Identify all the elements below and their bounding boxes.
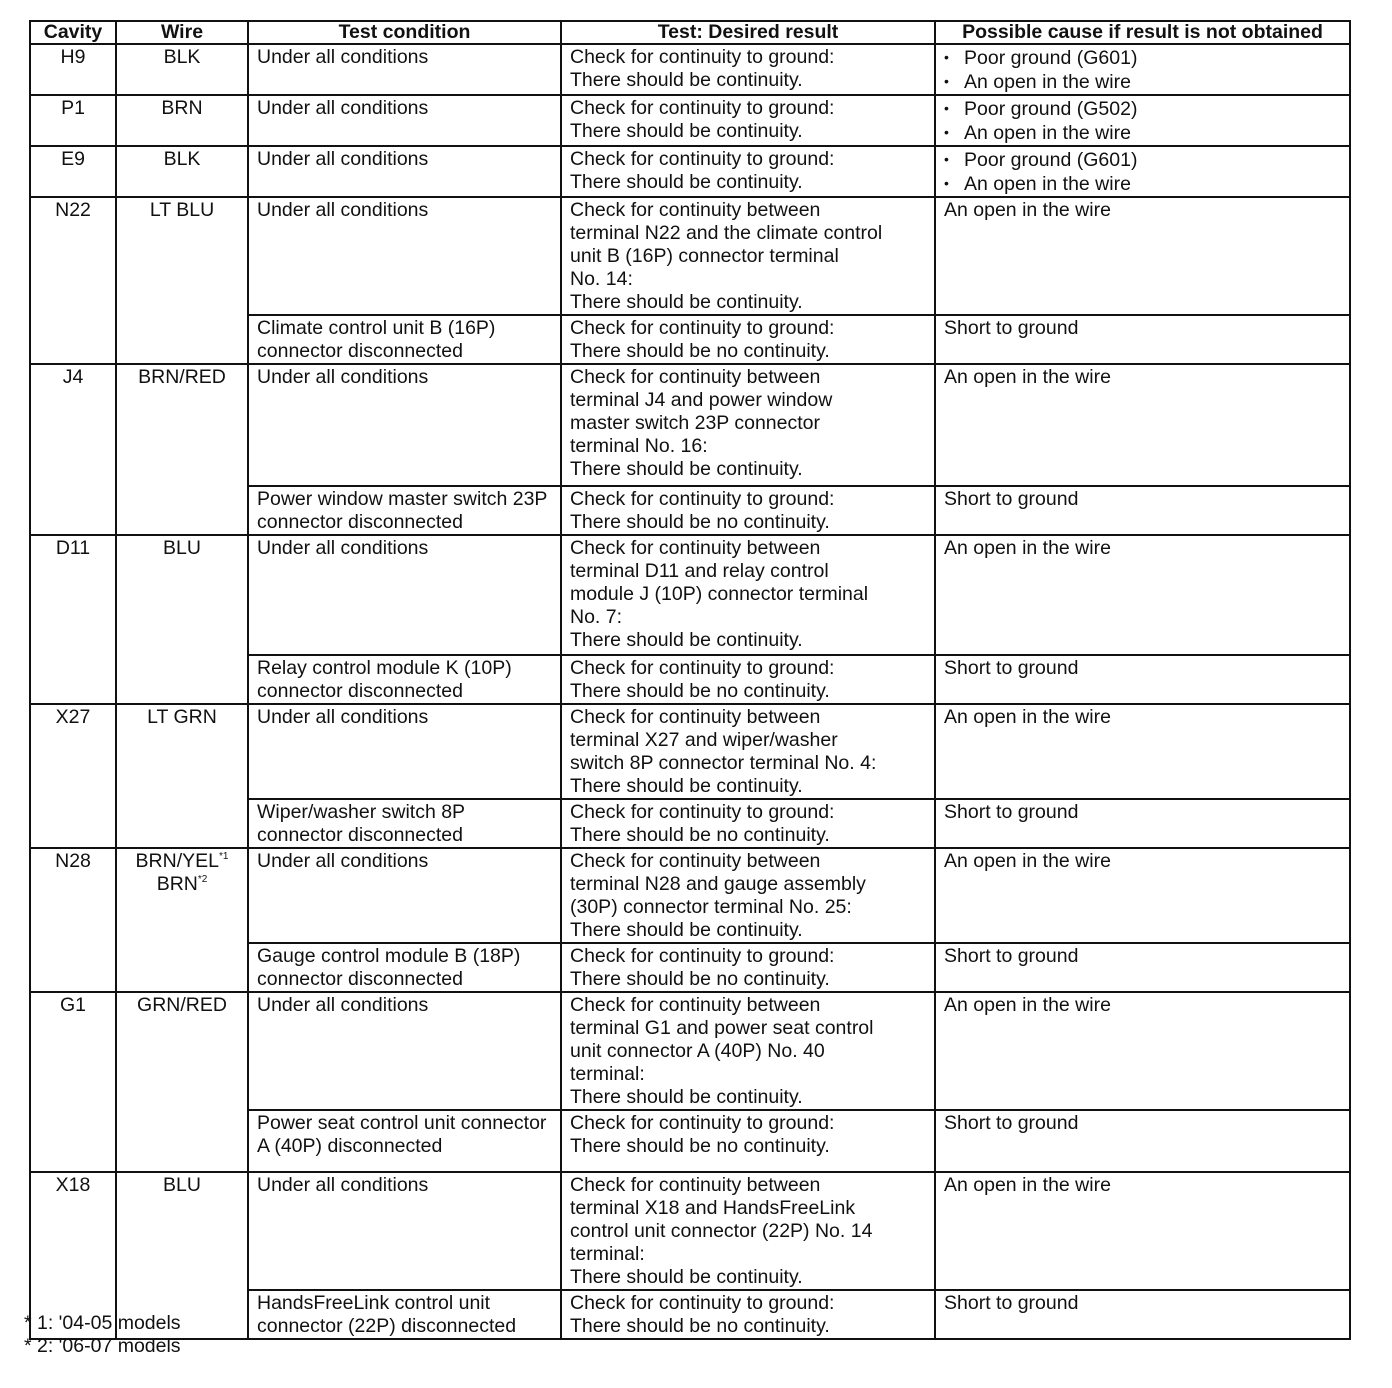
cause-item: • An open in the wire xyxy=(944,70,1341,94)
cause-text: Short to ground xyxy=(944,1292,1079,1314)
result-line: There should be continuity. xyxy=(570,458,803,480)
desired-result-cell xyxy=(561,943,935,992)
possible-cause-cell xyxy=(935,364,1350,486)
result-line: There should be no continuity. xyxy=(570,340,830,362)
desired-result-cell xyxy=(561,992,935,1110)
desired-result-cell xyxy=(561,197,935,315)
result-line: Check for continuity between xyxy=(570,850,821,872)
result-line: terminal N22 and the climate control xyxy=(570,222,883,244)
result-line: Check for continuity between xyxy=(570,537,821,559)
wire-color: BLU xyxy=(163,1174,201,1196)
result-line: terminal X27 and wiper/washer xyxy=(570,729,838,751)
header-wire: Wire xyxy=(116,21,248,44)
wire-color-alt: BRN xyxy=(156,873,198,895)
test-condition-cell: Under all conditions xyxy=(248,44,561,95)
table-body xyxy=(30,44,1350,1339)
possible-cause-cell xyxy=(935,992,1350,1110)
cause-text: Short to ground xyxy=(944,317,1079,339)
result-line: (30P) connector terminal No. 25: xyxy=(570,896,852,918)
possible-cause-cell xyxy=(935,535,1350,655)
possible-cause-cell xyxy=(935,848,1350,943)
wire-color: LT GRN xyxy=(147,706,217,728)
cavity-cell: H9 xyxy=(30,44,116,95)
result-line: Check for continuity to ground: xyxy=(570,1292,835,1314)
result-line: Check for continuity to ground: xyxy=(570,657,835,679)
result-line: Check for continuity to ground: xyxy=(570,97,835,119)
header-possible-cause: Possible cause if result is not obtained xyxy=(935,21,1350,44)
cause-item: • An open in the wire xyxy=(944,172,1341,196)
cause-text: An open in the wire xyxy=(944,199,1111,221)
result-line: Check for continuity between xyxy=(570,366,821,388)
result-line: Check for continuity to ground: xyxy=(570,1112,835,1134)
desired-result-cell xyxy=(561,364,935,486)
cause-text: Short to ground xyxy=(944,945,1079,967)
table-row xyxy=(30,848,1350,943)
cavity-cell: N22 xyxy=(30,197,116,364)
test-condition-cell: Climate control unit B (16P) connector disconnected xyxy=(248,315,561,364)
cavity-cell: D11 xyxy=(30,535,116,704)
wire-cell xyxy=(116,95,248,146)
cavity-cell: E9 xyxy=(30,146,116,197)
possible-cause-cell xyxy=(935,146,1350,197)
test-condition-cell: Under all conditions xyxy=(248,535,561,655)
cause-list xyxy=(944,148,1341,196)
result-line: terminal: xyxy=(570,1063,645,1085)
table-header xyxy=(30,21,1350,44)
header-desired-result: Test: Desired result xyxy=(561,21,935,44)
desired-result-cell xyxy=(561,486,935,535)
result-line: There should be continuity. xyxy=(570,1086,803,1108)
cavity-cell: X18 xyxy=(30,1172,116,1339)
wire-cell xyxy=(116,364,248,535)
cavity-cell: G1 xyxy=(30,992,116,1172)
test-condition-cell: Under all conditions xyxy=(248,1172,561,1290)
cavity-cell: X27 xyxy=(30,704,116,848)
result-line: There should be continuity. xyxy=(570,171,803,193)
wire-color: BLU xyxy=(163,537,201,559)
result-line: Check for continuity between xyxy=(570,1174,821,1196)
wire-color: BLK xyxy=(163,46,201,68)
footnote-2: * 2: '06-07 models xyxy=(24,1335,181,1357)
possible-cause-cell xyxy=(935,1290,1350,1339)
cause-text: Short to ground xyxy=(944,488,1079,510)
cause-item: • Poor ground (G601) xyxy=(944,46,1341,70)
header-row xyxy=(30,21,1350,44)
possible-cause-cell xyxy=(935,799,1350,848)
test-condition-cell: Under all conditions xyxy=(248,848,561,943)
possible-cause-cell xyxy=(935,1110,1350,1172)
result-line: switch 8P connector terminal No. 4: xyxy=(570,752,877,774)
possible-cause-cell xyxy=(935,704,1350,799)
table-row xyxy=(30,44,1350,95)
test-condition-cell: Under all conditions xyxy=(248,704,561,799)
desired-result-cell xyxy=(561,848,935,943)
desired-result-cell xyxy=(561,44,935,95)
result-line: Check for continuity between xyxy=(570,199,821,221)
desired-result-cell xyxy=(561,704,935,799)
desired-result-cell xyxy=(561,799,935,848)
result-line: There should be no continuity. xyxy=(570,968,830,990)
cause-text: Short to ground xyxy=(944,657,1079,679)
result-line: Check for continuity to ground: xyxy=(570,317,835,339)
test-condition-cell: Wiper/washer switch 8P connector disconnected xyxy=(248,799,561,848)
desired-result-cell xyxy=(561,535,935,655)
cavity-cell: N28 xyxy=(30,848,116,992)
cavity-cell: P1 xyxy=(30,95,116,146)
header-cavity: Cavity xyxy=(30,21,116,44)
test-condition-cell: Power seat control unit connector A (40P) disconnected xyxy=(248,1110,561,1172)
result-line: No. 14: xyxy=(570,268,633,290)
possible-cause-cell xyxy=(935,1172,1350,1290)
result-line: terminal J4 and power window xyxy=(570,389,833,411)
result-line: There should be no continuity. xyxy=(570,680,830,702)
header-test-condition: Test condition xyxy=(248,21,561,44)
possible-cause-cell xyxy=(935,943,1350,992)
result-line: terminal G1 and power seat control xyxy=(570,1017,874,1039)
test-condition-cell: Under all conditions xyxy=(248,146,561,197)
desired-result-cell xyxy=(561,1172,935,1290)
result-line: There should be continuity. xyxy=(570,120,803,142)
result-line: unit connector A (40P) No. 40 xyxy=(570,1040,825,1062)
result-line: There should be continuity. xyxy=(570,1266,803,1288)
result-line: Check for continuity to ground: xyxy=(570,46,835,68)
desired-result-cell xyxy=(561,315,935,364)
possible-cause-cell xyxy=(935,315,1350,364)
cause-item: • Poor ground (G502) xyxy=(944,97,1341,121)
result-line: No. 7: xyxy=(570,606,623,628)
table-row xyxy=(30,992,1350,1110)
wire-cell xyxy=(116,146,248,197)
result-line: Check for continuity to ground: xyxy=(570,801,835,823)
result-line: Check for continuity to ground: xyxy=(570,148,835,170)
result-line: terminal D11 and relay control xyxy=(570,560,829,582)
wire-color: BRN xyxy=(161,97,203,119)
desired-result-cell xyxy=(561,95,935,146)
wire-color: GRN/RED xyxy=(137,994,227,1016)
table-row xyxy=(30,1172,1350,1290)
test-condition-cell: Power window master switch 23P connector disconnected xyxy=(248,486,561,535)
possible-cause-cell xyxy=(935,197,1350,315)
wire-footnote-ref: *1 xyxy=(219,851,229,862)
test-condition-cell: Under all conditions xyxy=(248,364,561,486)
cause-text: Short to ground xyxy=(944,1112,1079,1134)
cause-text: An open in the wire xyxy=(944,1174,1111,1196)
desired-result-cell xyxy=(561,655,935,704)
result-line: There should be continuity. xyxy=(570,919,803,941)
wire-color: BRN/RED xyxy=(138,366,226,388)
possible-cause-cell xyxy=(935,44,1350,95)
result-line: terminal: xyxy=(570,1243,645,1265)
table-row xyxy=(30,704,1350,799)
wire-color: BRN/YEL xyxy=(135,850,219,872)
test-condition-cell: Gauge control module B (18P) connector disconnected xyxy=(248,943,561,992)
cause-list xyxy=(944,97,1341,145)
result-line: There should be continuity. xyxy=(570,69,803,91)
result-line: Check for continuity between xyxy=(570,994,821,1016)
cause-text: An open in the wire xyxy=(944,994,1111,1016)
footnote-1: * 1: '04-05 models xyxy=(24,1312,181,1334)
cause-text: An open in the wire xyxy=(944,850,1111,872)
cavity-cell: J4 xyxy=(30,364,116,535)
result-line: There should be no continuity. xyxy=(570,511,830,533)
table-row xyxy=(30,146,1350,197)
wire-cell xyxy=(116,197,248,364)
result-line: There should be no continuity. xyxy=(570,1315,830,1337)
test-condition-cell: Under all conditions xyxy=(248,197,561,315)
result-line: There should be continuity. xyxy=(570,775,803,797)
test-condition-cell: HandsFreeLink control unit connector (22P) disconnected xyxy=(248,1290,561,1339)
result-line: terminal No. 16: xyxy=(570,435,708,457)
desired-result-cell xyxy=(561,1110,935,1172)
wire-color: BLK xyxy=(163,148,201,170)
table-row xyxy=(30,197,1350,315)
test-condition-cell: Under all conditions xyxy=(248,992,561,1110)
result-line: There should be no continuity. xyxy=(570,824,830,846)
result-line: unit B (16P) connector terminal xyxy=(570,245,839,267)
wire-color: LT BLU xyxy=(149,199,215,221)
desired-result-cell xyxy=(561,146,935,197)
footnotes xyxy=(24,1312,181,1358)
result-line: Check for continuity to ground: xyxy=(570,945,835,967)
wire-footnote-ref: *2 xyxy=(197,874,208,885)
result-line: There should be continuity. xyxy=(570,291,803,313)
result-line: There should be continuity. xyxy=(570,629,803,651)
test-condition-cell: Under all conditions xyxy=(248,95,561,146)
cause-text: An open in the wire xyxy=(944,366,1111,388)
continuity-test-table xyxy=(29,20,1351,1340)
result-line: master switch 23P connector xyxy=(570,412,821,434)
possible-cause-cell xyxy=(935,655,1350,704)
cause-text: An open in the wire xyxy=(944,537,1111,559)
test-condition-cell: Relay control module K (10P) connector disconnected xyxy=(248,655,561,704)
cause-list xyxy=(944,46,1341,94)
cause-item: • Poor ground (G601) xyxy=(944,148,1341,172)
wire-cell xyxy=(116,535,248,704)
cause-text: An open in the wire xyxy=(944,706,1111,728)
wire-cell xyxy=(116,704,248,848)
wire-cell xyxy=(116,992,248,1172)
table-row xyxy=(30,364,1350,486)
result-line: terminal X18 and HandsFreeLink xyxy=(570,1197,856,1219)
cause-item: • An open in the wire xyxy=(944,121,1341,145)
result-line: Check for continuity between xyxy=(570,706,821,728)
cause-text: Short to ground xyxy=(944,801,1079,823)
result-line: module J (10P) connector terminal xyxy=(570,583,869,605)
result-line: There should be no continuity. xyxy=(570,1135,830,1157)
possible-cause-cell xyxy=(935,95,1350,146)
wire-cell xyxy=(116,44,248,95)
result-line: terminal N28 and gauge assembly xyxy=(570,873,866,895)
possible-cause-cell xyxy=(935,486,1350,535)
table-row xyxy=(30,535,1350,655)
desired-result-cell xyxy=(561,1290,935,1339)
result-line: Check for continuity to ground: xyxy=(570,488,835,510)
table-row xyxy=(30,95,1350,146)
wire-cell xyxy=(116,848,248,992)
result-line: control unit connector (22P) No. 14 xyxy=(570,1220,873,1242)
